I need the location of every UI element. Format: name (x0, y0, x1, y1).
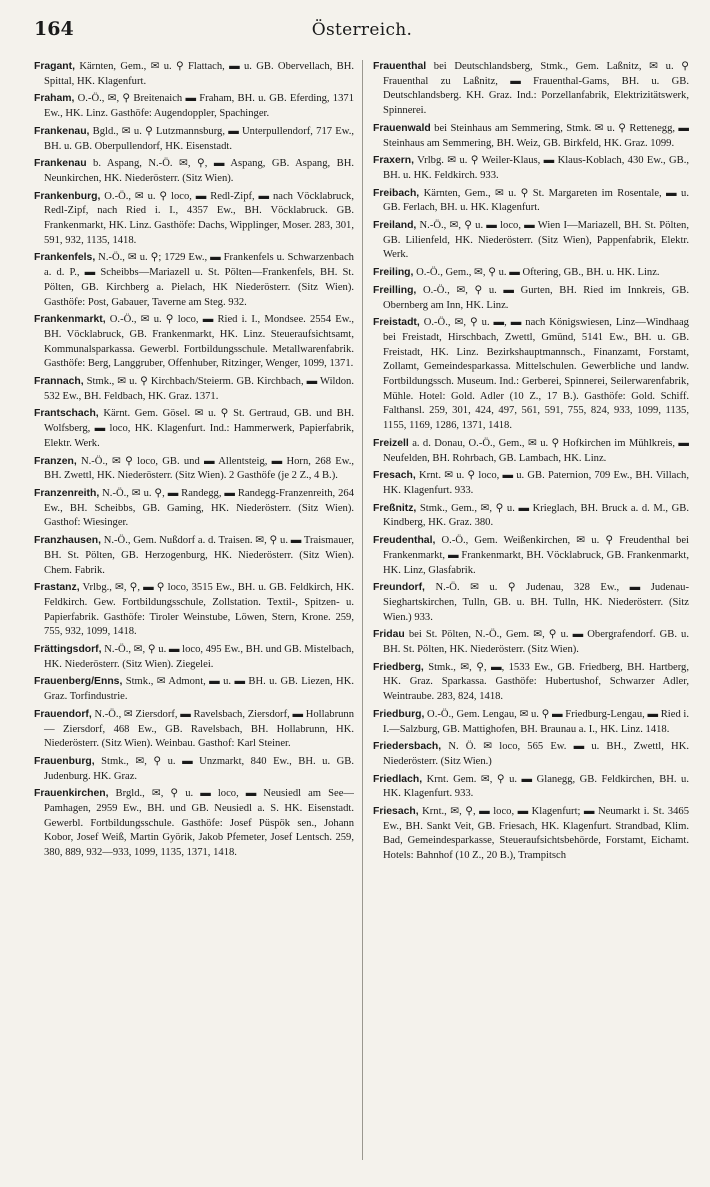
entry-place-name: Franzenreith, (34, 487, 100, 499)
entry-description: Krnt. ✉ u. ⚲ loco, ▬ u. GB. Paternion, 709 Ew., BH. Villach, HK. Klagenfurt. 933. (383, 470, 689, 496)
entry-place-name: Frantschach, (34, 408, 99, 420)
directory-entry (373, 469, 689, 498)
entry-place-name: Fresach, (373, 470, 416, 482)
entry-description: Stmk., ✉, ⚲, ▬, 1533 Ew., GB. Friedberg, BH. Hartberg, HK. Graz. Sparkassa. Gasthöfe: Hubertushof, Schwarzer Adler, Weintraube. 283, 824, 1418. (383, 661, 689, 703)
entry-place-name: Frauendorf, (34, 708, 92, 720)
entry-description: Vrlbg. ✉ u. ⚲ Weiler-Klaus, ▬ Klaus-Koblach, 430 Ew., GB., BH. u. HK. Feldkirch. 933. (383, 155, 689, 181)
entry-place-name: Frastanz, (34, 582, 80, 594)
entry-description: Stmk., ✉ u. ⚲ Kirchbach/Steierm. GB. Kirchbach, ▬ Wildon. 532 Ew., BH. Feldbach, HK. Graz. 1371. (44, 376, 354, 402)
entry-place-name: Frankenburg, (34, 190, 101, 202)
entry-description: N. Ö. ✉ loco, 565 Ew. ▬ u. BH., Zwettl, HK. Niederösterr. (Sitz Wien.) (383, 741, 689, 767)
directory-entry (34, 581, 354, 640)
entry-place-name: Franzen, (34, 455, 77, 467)
entry-place-name: Freßnitz, (373, 502, 417, 514)
entry-description: O.-Ö., Gem., ✉, ⚲ u. ▬ Oftering, GB., BH. u. HK. Linz. (416, 267, 660, 279)
entry-description: N.-Ö., Gem. Nußdorf a. d. Traisen. ✉, ⚲ u. ▬ Traismauer, BH. St. Pölten, GB. Herzogenburg, HK. Niederösterr. (Sitz Wien). Chem. Fabrik. (44, 535, 354, 576)
directory-entry (373, 187, 689, 216)
directory-entry (34, 92, 354, 121)
directory-entry (373, 628, 689, 657)
entry-place-name: Fraxern, (373, 155, 415, 167)
entry-description: bei St. Pölten, N.-Ö., Gem. ✉, ⚲ u. ▬ Obergrafendorf. GB. u. BH. St. Pölten, HK. Niederösterr. (Sitz Wien). (383, 629, 689, 656)
entry-place-name: Freiling, (373, 267, 414, 279)
entry-description: bei Steinhaus am Semmering, Stmk. ✉ u. ⚲ Rettenegg, ▬ Steinhaus am Semmering, BH. Weiz, GB. Birkfeld, HK. Graz. 1099. (383, 122, 689, 149)
directory-entry (373, 534, 689, 578)
directory-entry (34, 643, 354, 672)
entry-description: Brgld., ✉, ⚲ u. ▬ loco, ▬ Neusiedl am See—Pamhagen, 2959 Ew., BH. und GB. Neusiedl a. S. HK. Eisenstadt. Gewerbl. Fortbildungsschule. Gasthöfe: Josef Püspök sen., Johann Kobor, Josef Weiß, Martin Györik, Jakob Pfemeter, Josef Lentsch. 259, 380, 889, 932—933, 1099, 1135, 1371, 1418. (44, 788, 354, 859)
directory-entry (373, 316, 689, 434)
entry-description: O.-Ö., ✉ u. ⚲ loco, ▬ Redl-Zipf, ▬ nach Vöcklabruck, Redl-Zipf, nach Ried i. I., 4357 Ew., BH. Vöcklabruck. GB. Frankenmarkt, HK. Linz. Gasthöfe: Dachs, Wipplinger, Moser. 283, 301, 591, 932, 1135, 1418. (44, 190, 354, 246)
entry-description: N.-Ö., ✉ Ziersdorf, ▬ Ravelsbach, Ziersdorf, ▬ Hollabrunn — Ziersdorf, 468 Ew., GB. Ravelsbach, BH. Hollabrunn, HK. Niederösterr. (Sitz Wien). Weinbau. Gasthof: Karl Steiner. (44, 708, 354, 750)
entry-place-name: Freundorf, (373, 582, 425, 594)
entry-place-name: Frankenmarkt, (34, 314, 106, 326)
entry-place-name: Fraham, (34, 93, 75, 105)
entry-place-name: Freiland, (373, 220, 417, 232)
entry-place-name: Friedlach, (373, 773, 423, 785)
entry-place-name: Frankenau (34, 158, 87, 170)
directory-entry (373, 708, 689, 737)
directory-entry (373, 154, 689, 183)
column-divider (362, 60, 363, 1160)
entry-description: Kärnten, Gem., ✉ u. ⚲ Flattach, ▬ u. GB. Obervellach, BH. Spittal, HK. Klagenfurt. (44, 61, 354, 87)
entry-place-name: Freudenthal, (373, 535, 436, 547)
entry-description: Kärnt. Gem. Gösel. ✉ u. ⚲ St. Gertraud, GB. und BH. Wolfsberg, ▬ loco, HK. Klagenfurt. Ind.: Hammerwerk, Papierfabrik, Elektr. Werk. (44, 408, 354, 449)
entry-description: N.-Ö., ✉ u. ⚲; 1729 Ew., ▬ Frankenfels u. Schwarzenbach a. d. P., ▬ Scheibbs—Mariazell u. St. Pölten—Frankenfels, BH. St. Pölten, GB. Kirchberg a. Pielach, HK Niederösterr. (Sitz Wien). Gasthöfe: Post, Gabauer, Taverne am Steg. 932. (44, 252, 354, 308)
entry-place-name: Frankenfels, (34, 252, 96, 264)
entry-place-name: Frauenburg, (34, 755, 95, 767)
directory-entry (34, 487, 354, 531)
directory-entry (373, 284, 689, 313)
entry-description: b. Aspang, N.-Ö. ✉, ⚲, ▬ Aspang, GB. Aspang, BH. Neunkirchen, HK. Niederösterr. (Sitz Wien). (44, 158, 354, 184)
directory-entry (34, 407, 354, 451)
entry-description: N.-Ö., ✉ u. ⚲, ▬ Randegg, ▬ Randegg-Franzenreith, 264 Ew., BH. Scheibbs, GB. Gaming, HK. Niederösterr. (Sitz Wien). Gasthof: Wiesinger. (44, 487, 354, 529)
directory-entry (34, 708, 354, 752)
entry-description: N.-Ö., ✉, ⚲ u. ▬ loco, ▬ Wien I—Mariazell, BH. St. Pölten, GB. Lilienfeld, HK. Niederösterr. (Sitz Wien), Pappenfabrik, Elektr. Werk. (383, 220, 689, 261)
entry-description: Vrlbg., ✉, ⚲, ▬ ⚲ loco, 3515 Ew., BH. u. GB. Feldkirch, HK. Feldkirch. Gew. Fortbildungsschule, Zollstation. Textil-, Spitzen- u. Papierfabrik. Gasthöfe: Tiroler Weinstube, Löwen, Stern, Krone. 259, 755, 932, 1099, 1418. (44, 582, 354, 638)
entry-place-name: Fragant, (34, 61, 75, 72)
entry-place-name: Frauenwald (373, 122, 431, 134)
entry-place-name: Freilling, (373, 284, 417, 296)
entry-description: Kärnten, Gem., ✉ u. ⚲ St. Margareten im Rosentale, ▬ u. GB. Ferlach, BH. u. HK. Klagenfurt. (383, 187, 689, 214)
entry-description: Stmk., Gem., ✉, ⚲ u. ▬ Krieglach, BH. Bruck a. d. M., GB. Kindberg, HK. Graz. 380. (383, 502, 689, 529)
entry-description: Krnt. Gem. ✉, ⚲ u. ▬ Glanegg, GB. Feldkirchen, BH. u. HK. Klagenfurt. 933. (383, 773, 689, 800)
entry-place-name: Frankenau, (34, 125, 90, 137)
entry-place-name: Freistadt, (373, 317, 420, 329)
directory-entry (34, 455, 354, 484)
directory-entry (373, 581, 689, 625)
directory-entry (373, 266, 689, 281)
directory-entry (373, 219, 689, 263)
entry-description: Stmk., ✉ Admont, ▬ u. ▬ BH. u. GB. Liezen, HK. Graz. Torfindustrie. (44, 676, 354, 703)
entry-place-name: Friedersbach, (373, 741, 442, 753)
entry-place-name: Frauenberg/Enns, (34, 676, 123, 688)
directory-entry (373, 773, 689, 802)
entry-place-name: Frannach, (34, 376, 84, 388)
directory-entry (34, 755, 354, 784)
entry-description: Krnt., ✉, ⚲, ▬ loco, ▬ Klagenfurt; ▬ Neumarkt i. St. 3465 Ew., BH. Sankt Veit, GB. Friesach, HK. Klagenfurt. Strandbad, Klim. Bad, Gemeindesparkasse, Steueraufsichtsbehörde, Forstamt, Eichamt. Hotels: Bahnhof (10 Z., 20 B.), Trampitsch (383, 806, 689, 862)
entry-place-name: Frauenkirchen, (34, 788, 109, 800)
entry-place-name: Freizell (373, 437, 409, 449)
directory-entry (34, 251, 354, 310)
entry-description: O.-Ö., ✉ u. ⚲ loco, ▬ Ried i. I., Mondsee. 2554 Ew., BH. Vöcklabruck, GB. Frankenmarkt, HK. Linz. Steueraufsichtsamt, Kommunalsparkassa. Gewerbl. Fortbildungsschule. Metallwarenfabrik. Gasthöfe: Berg, Langgruber, Offenhuber, Ritzinger, Wenger, 1099, 1371. (44, 314, 354, 370)
directory-entry (34, 787, 354, 861)
directory-entry (34, 60, 354, 89)
directory-entry (373, 122, 689, 151)
directory-entry (373, 502, 689, 531)
entry-place-name: Fridau (373, 629, 405, 641)
directory-entry (373, 60, 689, 119)
entry-description: Bgld., ✉ u. ⚲ Lutzmannsburg, ▬ Unterpullendorf, 717 Ew., BH. u. GB. Oberpullendorf, HK. Eisenstadt. (44, 125, 354, 152)
entry-description: N.-Ö., ✉ ⚲ loco, GB. und ▬ Allentsteig, ▬ Horn, 268 Ew., BH. Zwettl, HK. Niederösterr. (Sitz Wien). 2 Gasthöfe (je 2 Z., 4 B.). (44, 455, 354, 482)
entry-place-name: Frauenthal (373, 61, 427, 72)
entry-description: O.-Ö., Gem. Lengau, ✉ u. ⚲ ▬ Friedburg-Lengau, ▬ Ried i. I.—Salzburg, GB. Mattighofen, BH. Braunau a. I., HK. Linz. 1418. (383, 708, 689, 735)
entry-description: O.-Ö., Gem. Weißenkirchen, ✉ u. ⚲ Freudenthal bei Frankenmarkt, ▬ Frankenmarkt, BH. Vöcklabruck, GB. Frankenmarkt, HK. Linz, Glasfabrik. (383, 535, 689, 576)
entry-place-name: Frättingsdorf, (34, 644, 102, 656)
directory-entry (34, 375, 354, 404)
entry-place-name: Freibach, (373, 187, 420, 199)
directory-entry (34, 125, 354, 154)
entry-description: O.-Ö., ✉, ⚲ u. ▬ Gurten, BH. Ried im Innkreis, GB. Obernberg am Inn, HK. Linz. (383, 284, 689, 311)
directory-entry (373, 740, 689, 769)
entry-place-name: Friesach, (373, 806, 419, 818)
left-column (34, 60, 354, 1180)
running-title: Österreich. (311, 20, 413, 40)
entry-description: Stmk., ✉, ⚲ u. ▬ Unzmarkt, 840 Ew., BH. u. GB. Judenburg. HK. Graz. (44, 755, 354, 782)
directory-entry (34, 313, 354, 372)
entry-place-name: Friedberg, (373, 661, 424, 673)
directory-entry (34, 157, 354, 186)
entry-description: N.-Ö., ✉, ⚲ u. ▬ loco, 495 Ew., BH. und GB. Mistelbach, HK. Niederösterr. (Sitz Wien). Ziegelei. (44, 644, 354, 670)
entry-description: bei Deutschlandsberg, Stmk., Gem. Laßnitz, ✉ u. ⚲ Frauenthal zu Laßnitz, ▬ Frauenthal-Gams, BH. u. GB. Deutschlandsberg. KH. Graz. Ind.: Porzellanfabrik, Elektrizitätswerk, Spinnerei. (383, 61, 689, 117)
page-header (34, 18, 690, 46)
entry-description: a. d. Donau, O.-Ö., Gem., ✉ u. ⚲ Hofkirchen im Mühlkreis, ▬ Neufelden, BH. Rohrbach, GB. Lambach, HK. Linz. (383, 437, 689, 464)
directory-entry (373, 661, 689, 705)
entry-description: O.-Ö., ✉, ⚲ u. ▬, ▬ nach Königswiesen, Linz—Windhaag bei Freistadt, Hirschbach, Zwettl, Gmünd, 5141 Ew., BH. u. GB. Freistadt, HK. Linz. Bezirkshauptmannsch., Finanzamt, Forstamt, Zollamt, Gemeindesparkassa. Mittelschulen. Gewerbliche und landw. Fortbildungssch. Museum. Ind.: Gerberei, Spinnerei, Seilerwarenfabrik, Mühle. Hotel: Gold. Adler (10 Z., 17 B.). Gasthöfe: Gold. Schiff. Falthansl. 259, 301, 424, 497, 561, 591, 755, 824, 933, 1099, 1135, 1155, 1169, 1286, 1371, 1418. (383, 317, 689, 432)
right-column (373, 60, 689, 1180)
entry-place-name: Friedburg, (373, 708, 425, 720)
directory-entry (34, 675, 354, 704)
entry-place-name: Franzhausen, (34, 535, 101, 547)
directory-entry (34, 534, 354, 578)
directory-entry (34, 190, 354, 249)
page-number: 164 (34, 18, 74, 40)
entry-description: N.-Ö. ✉ u. ⚲ Judenau, 328 Ew., ▬ Judenau-Sieghartskirchen, Tulln, GB. u. BH. Tulln, HK. Niederösterr. (Sitz Wien.) 933. (383, 582, 689, 623)
directory-entry (373, 437, 689, 466)
directory-entry (373, 805, 689, 864)
entry-description: O.-Ö., ✉, ⚲ Breitenaich ▬ Fraham, BH. u. GB. Eferding, 1371 Ew., HK. Linz. Gasthöfe: Augendoppler, Spachinger. (44, 93, 354, 120)
